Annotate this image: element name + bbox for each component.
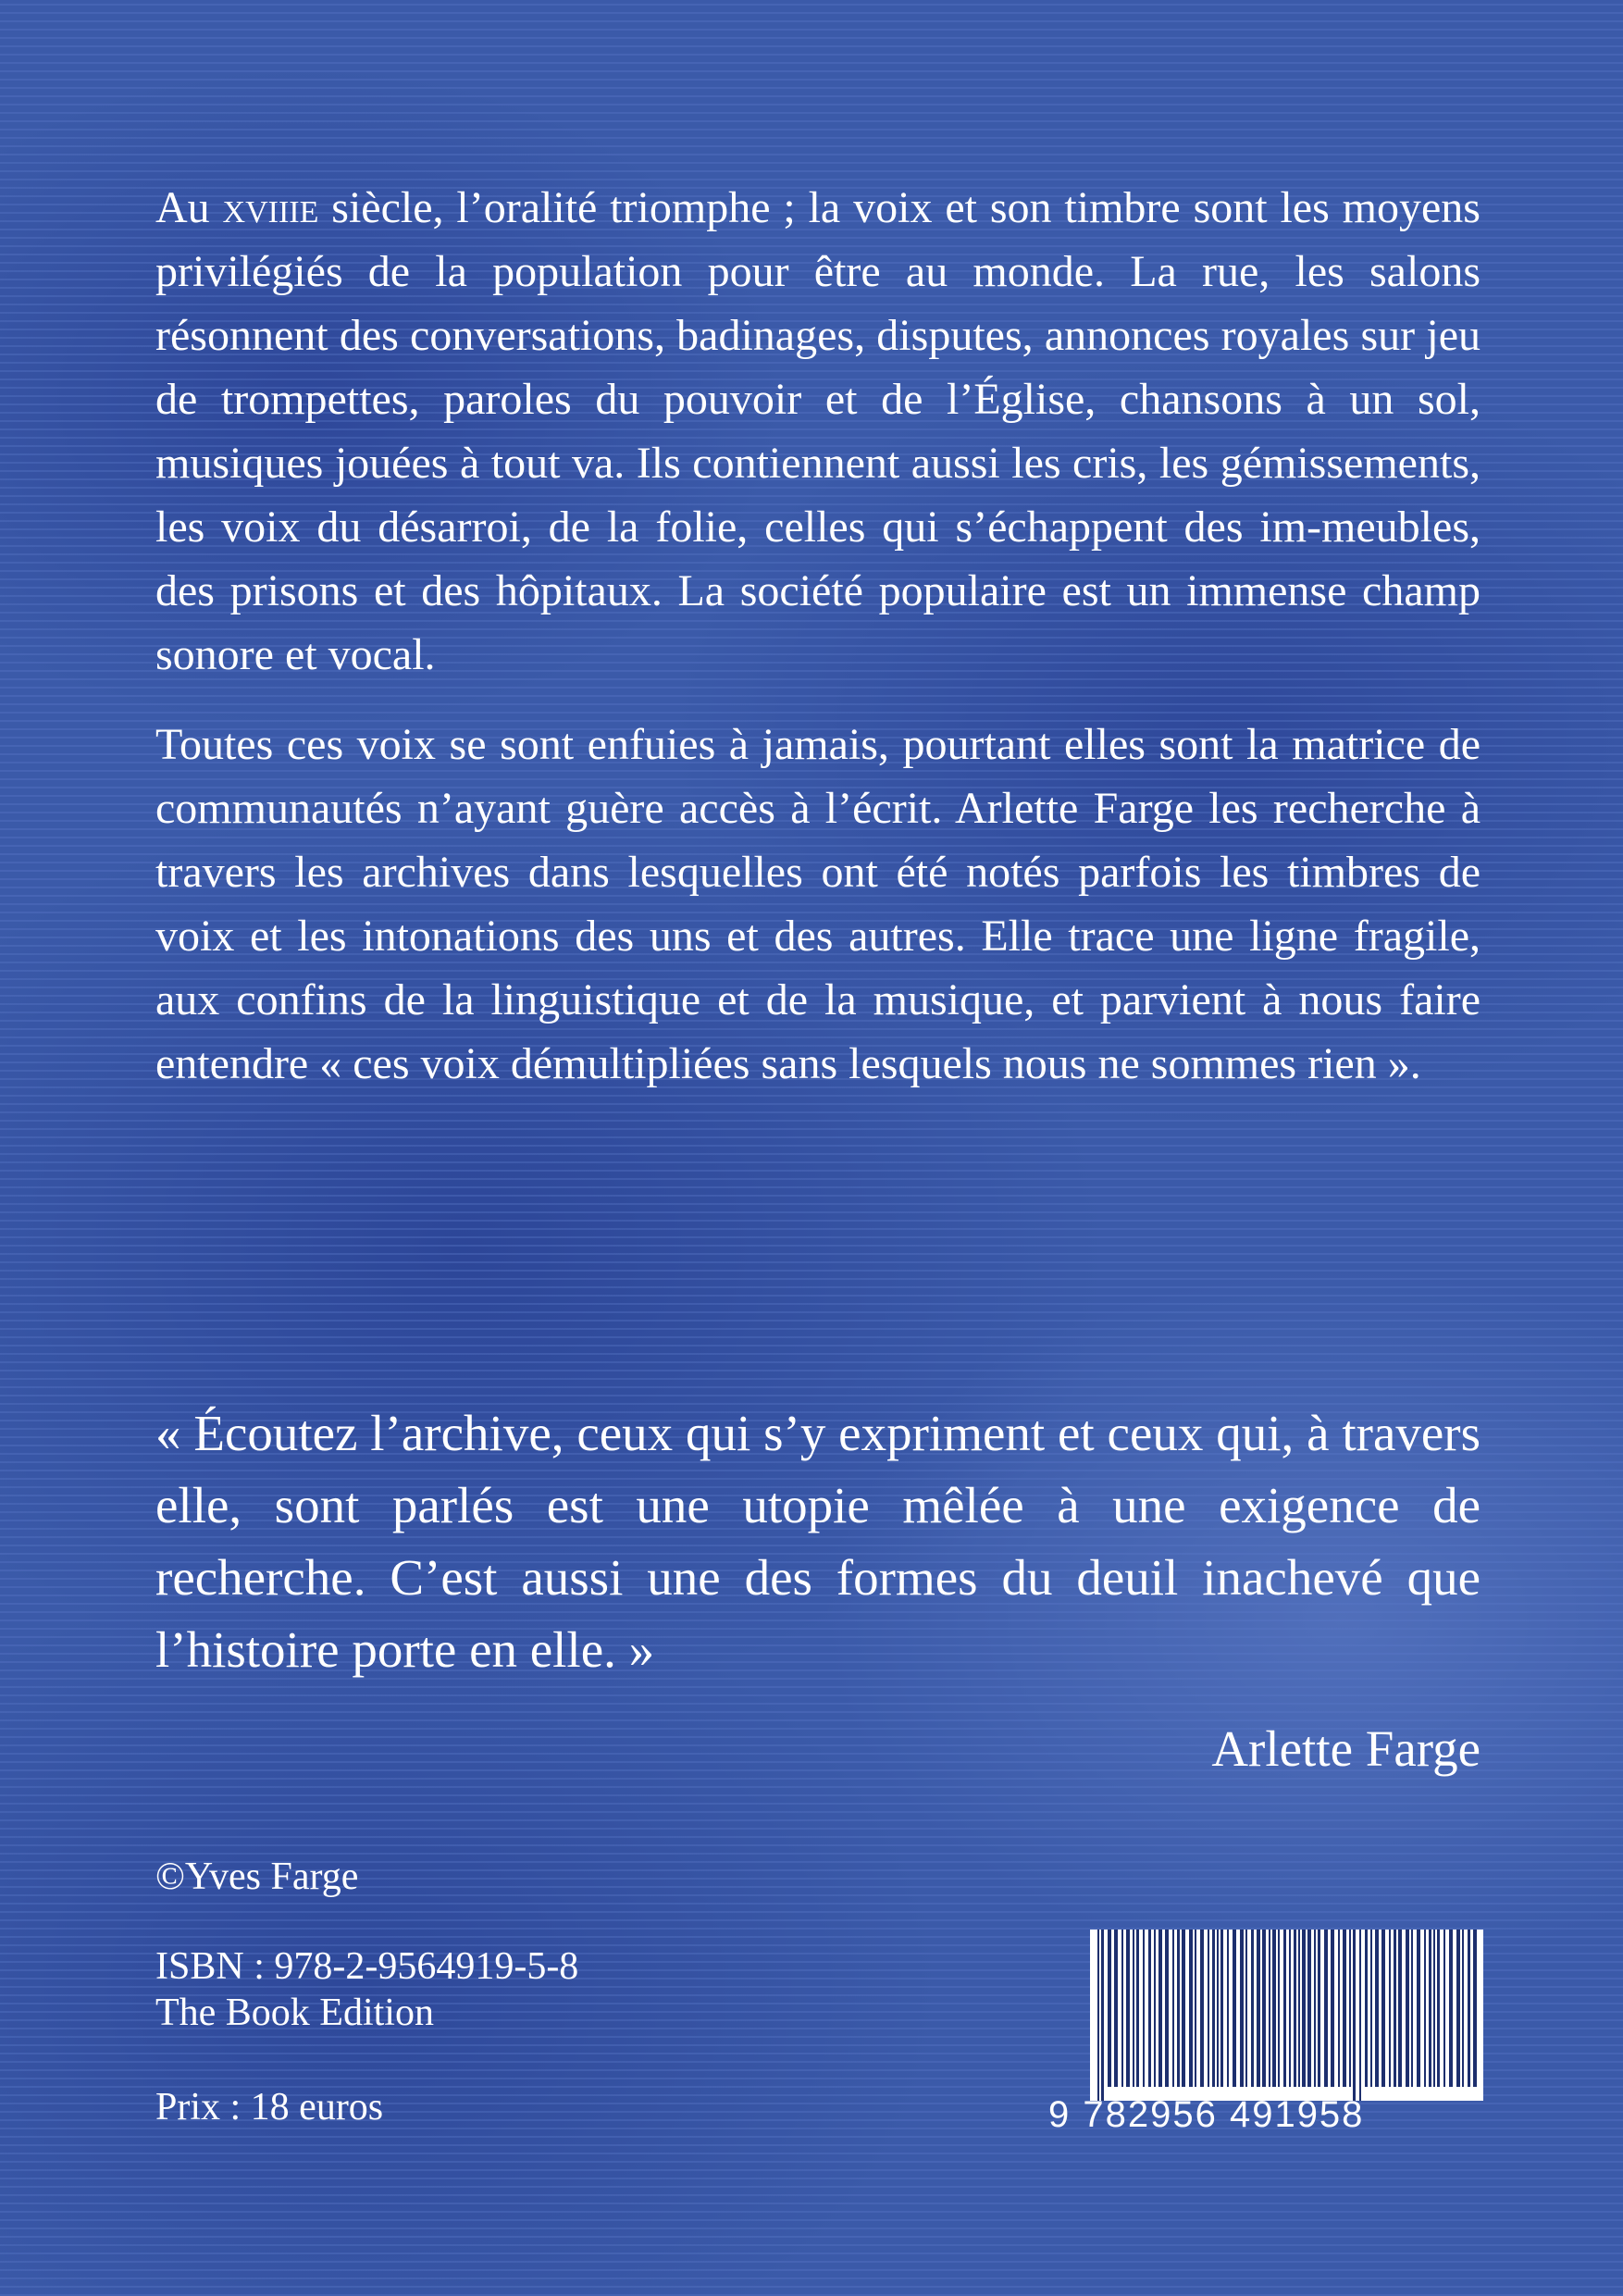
barcode-bar [1473, 1930, 1477, 2087]
summary-paragraph-2: Toutes ces voix se sont enfuies à jamais, pourtant elles sont la matrice de communautés n’ayant guère accès à l’écrit. Arlette Farge les recherche à travers les archives dans lesquelles ont été notés parfois les timbres de voix et les intonations des uns et des autres. Elle trace une ligne fragile, aux confins de la linguistique et de la musique, et parvient à nous faire entendre « ces voix démultipliées sans lesquels nous ne sommes rien ». [155, 720, 1481, 1088]
p1-start: Au [155, 183, 223, 232]
barcode-bar [1433, 1930, 1435, 2087]
back-cover-text [155, 176, 1481, 1096]
barcode-bar [1133, 1930, 1134, 2087]
barcode-bar [1182, 1930, 1185, 2087]
barcode-bar [1411, 1930, 1413, 2087]
barcode-bar [1294, 1930, 1296, 2087]
barcode-bar [1283, 1930, 1286, 2087]
barcode-bar [1148, 1930, 1151, 2087]
barcode-bar [1424, 1930, 1426, 2087]
barcode-bar [1462, 1930, 1464, 2087]
barcode-bar [1359, 1930, 1361, 2101]
barcode-bar [1217, 1930, 1219, 2087]
barcode-bar [1417, 1930, 1420, 2087]
barcode-bar [1394, 1930, 1396, 2087]
barcode-bar [1289, 1930, 1291, 2087]
barcode-bar [1269, 1930, 1270, 2087]
summary-paragraph-1 [155, 176, 1481, 687]
photo-credit: ©Yves Farge [155, 1855, 359, 1898]
barcode-bar [1331, 1930, 1334, 2087]
barcode-bar [1398, 1930, 1402, 2087]
quote-author: Arlette Farge [1211, 1720, 1481, 1777]
barcode-bar [1220, 1930, 1223, 2087]
barcode-bar [1172, 1930, 1174, 2087]
barcode-bar [1245, 1930, 1247, 2087]
barcode-bar [1468, 1930, 1470, 2087]
barcode-bar [1136, 1930, 1139, 2087]
barcode-bar [1143, 1930, 1145, 2087]
barcode-bar [1212, 1930, 1215, 2087]
barcode-bar [1324, 1930, 1328, 2087]
barcode-bar [1302, 1930, 1306, 2087]
barcode-bar [1389, 1930, 1391, 2087]
barcode-bar [1381, 1930, 1385, 2087]
barcode-bar [1097, 1930, 1099, 2101]
barcode-bar [1353, 1930, 1356, 2101]
barcode-bar [1429, 1930, 1431, 2087]
barcode-bar [1126, 1930, 1130, 2087]
isbn-barcode [1048, 1930, 1483, 2133]
barcode-bar [1262, 1930, 1266, 2087]
barcode-bar [1101, 1930, 1104, 2101]
barcode-bar [1349, 1930, 1351, 2087]
barcode-bar [1195, 1930, 1196, 2087]
p1-rest: siècle, l’oralité triomphe ; la voix et son timbre sont les moyens privilégiés de la population pour être au monde. La rue, les salons résonnent des conversations, badinages, disputes, annonces royales sur jeu de trompettes, paroles du pouvoir et de l’Église, chansons à un sol, musiques jouées à tout va. Ils contiennent aussi les cris, les gémissements, les voix du désarroi, de la folie, celles qui s’échappent des im-meubles, des prisons et des hôpitaux. La société populaire est un immense champ sonore et vocal. [155, 183, 1481, 679]
barcode-bar [1437, 1930, 1440, 2087]
barcode-bar [1456, 1930, 1460, 2087]
publisher: The Book Edition [155, 1992, 434, 2034]
barcode-bar [1338, 1930, 1340, 2087]
barcode-bar [1177, 1930, 1180, 2087]
barcode-bar [1165, 1930, 1169, 2087]
price: Prix : 18 euros [155, 2086, 384, 2128]
barcode-digits: 9 782956 491958 [1048, 2094, 1365, 2135]
barcode-bar [1278, 1930, 1280, 2087]
barcode-bar [1200, 1930, 1204, 2087]
barcode-bar [1343, 1930, 1346, 2087]
isbn: ISBN : 978-2-9564919-5-8 [155, 1945, 579, 1988]
barcode-bar [1443, 1930, 1445, 2087]
barcode-bar [1114, 1930, 1118, 2087]
barcode-bars [1090, 1930, 1483, 2101]
barcode-bar [1307, 1930, 1311, 2087]
barcode-bar [1158, 1930, 1162, 2087]
barcode-bar [1272, 1930, 1276, 2087]
barcode-bar [1365, 1930, 1368, 2087]
barcode-bar [1108, 1930, 1111, 2087]
author-quote: « Écoutez l’archive, ceux qui s’y expriment et ceux qui, à travers elle, sont parlés est une utopie mêlée à une exigence de recherche. C’est aussi une des formes du deuil inachevé que l’histoire porte en elle. » [155, 1405, 1481, 1678]
barcode-bar [1370, 1930, 1372, 2087]
barcode-bar [1318, 1930, 1320, 2087]
barcode-bar [1314, 1930, 1316, 2087]
barcode-bar [1298, 1930, 1300, 2087]
barcode-bar [1227, 1930, 1229, 2087]
barcode-bar [1375, 1930, 1379, 2087]
century-numeral: xviiie [222, 183, 319, 232]
barcode-bar [1121, 1930, 1123, 2087]
barcode-bar [1154, 1930, 1156, 2087]
barcode-bar [1208, 1930, 1209, 2087]
barcode-bar [1406, 1930, 1409, 2087]
barcode-bar [1240, 1930, 1244, 2087]
barcode-bar [1257, 1930, 1260, 2087]
barcode-bar [1251, 1930, 1254, 2087]
barcode-bar [1449, 1930, 1453, 2087]
barcode-bar [1189, 1930, 1193, 2087]
barcode-bar [1233, 1930, 1236, 2087]
